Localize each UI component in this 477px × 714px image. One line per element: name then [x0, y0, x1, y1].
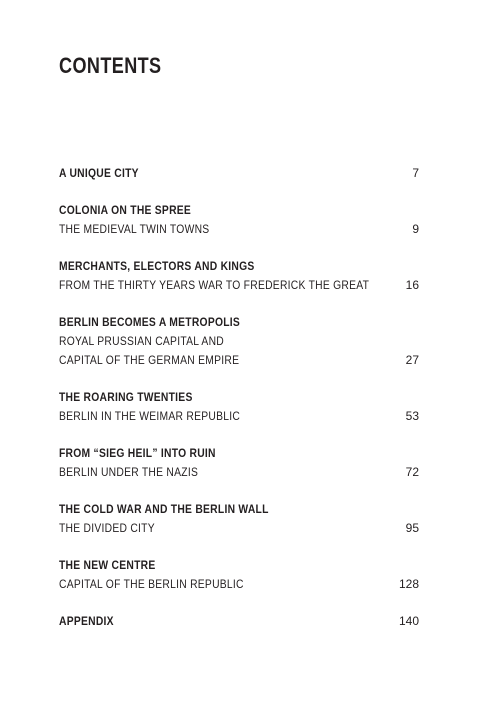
toc-entry-subtitle: BERLIN IN THE WEIMAR REPUBLIC	[59, 409, 241, 423]
toc-entry-subtitle: CAPITAL OF THE GERMAN EMPIRE	[59, 353, 240, 367]
toc-entry-heading: THE ROARING TWENTIES	[59, 390, 193, 404]
toc-entry-page-number: 95	[405, 521, 419, 535]
toc-entry-heading: COLONIA ON THE SPREE	[59, 203, 192, 217]
toc-entry-heading: APPENDIX	[59, 614, 114, 628]
toc-entry-page-number: 140	[398, 614, 419, 628]
toc-entry-subtitle: FROM THE THIRTY YEARS WAR TO FREDERICK THE GREAT	[59, 278, 370, 292]
toc-entry-page-number: 9	[412, 222, 419, 236]
toc-entry-subtitle: CAPITAL OF THE BERLIN REPUBLIC	[59, 577, 244, 591]
toc-entry-heading: A UNIQUE CITY	[59, 166, 139, 180]
toc-entry-page-number: 128	[398, 577, 419, 591]
toc-entry-heading: THE COLD WAR AND THE BERLIN WALL	[59, 502, 269, 516]
toc-entry-page-number: 72	[405, 465, 419, 479]
toc-entry	[59, 257, 419, 295]
toc-entry-heading: BERLIN BECOMES A METROPOLIS	[59, 315, 241, 329]
toc-entry-subtitle: THE DIVIDED CITY	[59, 521, 155, 535]
toc-entry	[59, 313, 419, 370]
toc-entry-subtitle: THE MEDIEVAL TWIN TOWNS	[59, 222, 210, 236]
page-title: CONTENTS	[59, 53, 162, 78]
toc-entry-heading: THE NEW CENTRE	[59, 558, 156, 572]
toc-entry-page-number: 27	[405, 353, 419, 367]
toc-entry	[59, 612, 419, 631]
toc-entry-subtitle: ROYAL PRUSSIAN CAPITAL AND	[59, 334, 224, 348]
toc-entry-subtitle: BERLIN UNDER THE NAZIS	[59, 465, 199, 479]
toc-entry-page-number: 16	[405, 278, 419, 292]
toc-entry	[59, 500, 419, 538]
toc-entry-page-number: 7	[412, 166, 419, 180]
toc-entry	[59, 388, 419, 426]
toc-entry	[59, 164, 419, 183]
table-of-contents	[59, 164, 419, 649]
toc-entry-heading: FROM “SIEG HEIL” INTO RUIN	[59, 446, 216, 460]
toc-entry	[59, 201, 419, 239]
toc-entry-heading: MERCHANTS, ELECTORS AND KINGS	[59, 259, 255, 273]
toc-entry-page-number: 53	[405, 409, 419, 423]
toc-entry	[59, 556, 419, 594]
toc-entry	[59, 444, 419, 482]
